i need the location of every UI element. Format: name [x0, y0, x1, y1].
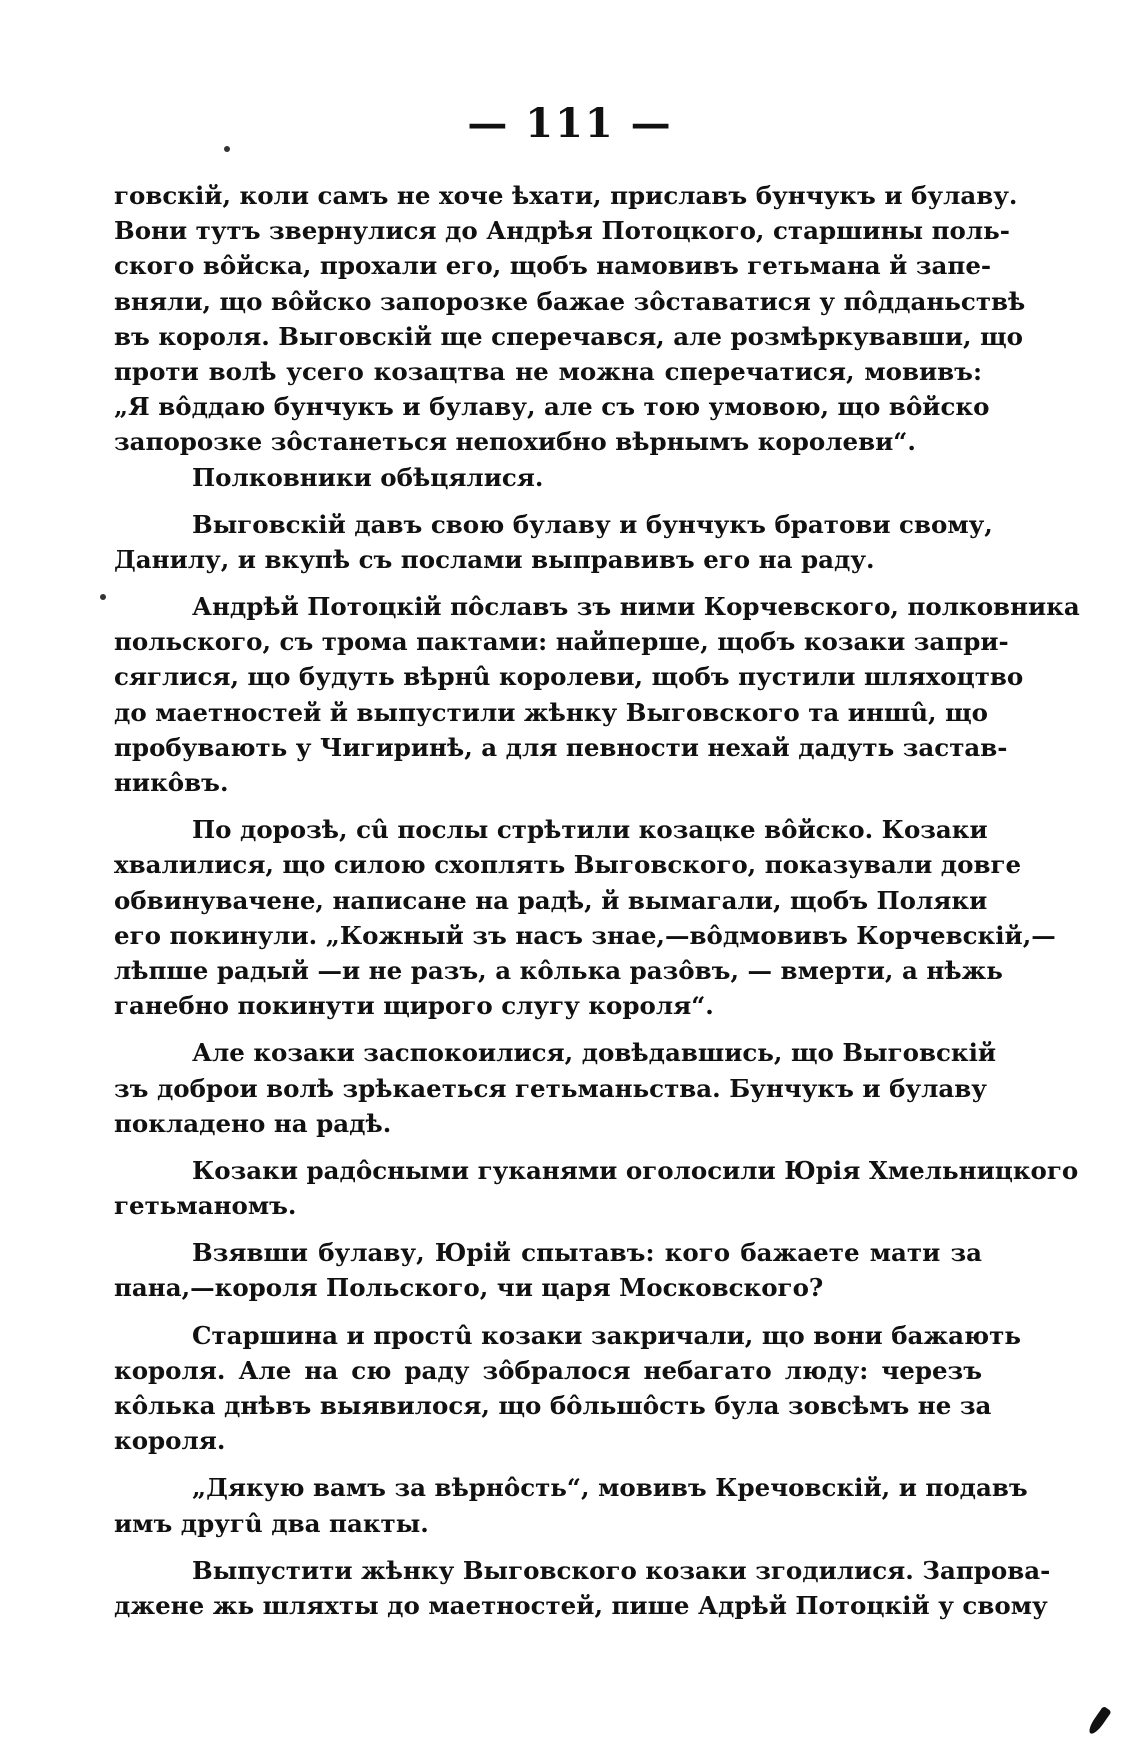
- text-line: кôлька днѣвъ выявилося, що бôльшôсть була зовсѣмъ не за: [114, 1391, 992, 1420]
- text-line: ганебно покинути щирого слугу короля“.: [114, 991, 714, 1021]
- text-line: Козаки радôсными гуканями оголосили Юрія Хмельницкого: [192, 1155, 1079, 1185]
- text-line: Выпустити жѣнку Выговского козаки згодилися. Запрова-: [192, 1555, 1051, 1585]
- text-line: Взявши булаву, Юрій спытавъ: кого бажаете мати за: [192, 1238, 982, 1268]
- page-number: — 111 —: [467, 100, 673, 147]
- text-line: вняли, що вôйско запорозке бажае зôставатися у пôдданьствѣ: [114, 286, 1026, 316]
- text-line: его покинули. „Кожный зъ насъ знае,—вôдмовивъ Корчевскій,—: [114, 920, 1056, 950]
- text-line: „Я вôддаю бунчукъ и булаву, але съ тою умовою, що вôйско: [114, 392, 990, 422]
- text-line: „Дякую вамъ за вѣрнôсть“, мовивъ Кречовскій, и подавъ: [192, 1473, 1028, 1503]
- text-line: гетьманомъ.: [114, 1191, 297, 1221]
- text-line: до маетностей й выпустили жѣнку Выговского та иншû, що: [114, 697, 988, 727]
- text-line: Але козаки заспокоилися, довѣдавшись, що Выговскій: [192, 1038, 997, 1068]
- text-line: хвалилися, що силою схоплять Выговского, показували довге: [114, 850, 1022, 880]
- text-line: ского вôйска, прохали его, щобъ намовивъ гетьмана й запе-: [114, 251, 992, 281]
- text-line: покладено на радѣ.: [114, 1108, 392, 1138]
- text-line: Старшина и простû козаки закричали, що вони бажають: [192, 1320, 1021, 1350]
- stray-ink-dot: [100, 594, 106, 600]
- text-line: проти волѣ усего козацтва не можна сперечатися, мовивъ:: [114, 356, 982, 386]
- text-line: Выговскій давъ свою булаву и бунчукъ братови свому,: [192, 509, 993, 539]
- text-line: Данилу, и вкупѣ съ послами выправивъ его на раду.: [114, 544, 875, 574]
- text-line: польского, съ трома пактами: найперше, щобъ козаки запри-: [114, 627, 1009, 657]
- text-line: никôвъ.: [114, 768, 229, 797]
- body-text: [114, 178, 1080, 1623]
- stray-ink-dot: [224, 146, 230, 152]
- text-line: По дорозѣ, сû послы стрѣтили козацке вôйско. Козаки: [192, 815, 988, 845]
- text-line: пробувають у Чигиринѣ, а для певности нехай дадуть застав-: [114, 732, 1008, 762]
- text-line: зъ доброи волѣ зрѣкаеться гетьманьства. Бунчукъ и булаву: [114, 1073, 987, 1103]
- text-line: короля.: [114, 1426, 226, 1456]
- text-line: обвинувачене, написане на радѣ, й вымагали, щобъ Поляки: [114, 885, 988, 915]
- text-line: Андрѣй Потоцкій пôславъ зъ ними Корчевского, полковника: [192, 592, 1080, 622]
- text-line: короля. Але на сю раду зôбралося небагато люду: черезъ: [114, 1355, 982, 1385]
- text-line: пана,—короля Польского, чи царя Московского?: [114, 1273, 824, 1303]
- text-line: говскій, коли самъ не хоче ѣхати, приславъ бунчукъ и булаву.: [114, 181, 1018, 210]
- text-line: Вони тутъ звернулися до Андрѣя Потоцкого, старшины поль-: [114, 216, 1010, 246]
- text-line: запорозке зôстанеться непохибно вѣрнымъ королеви“.: [114, 427, 916, 457]
- text-line: Полковники обѣцялися.: [192, 462, 544, 492]
- text-line: сяглися, що будуть вѣрнû королеви, щобъ пустили шляхоцтво: [114, 662, 1024, 692]
- text-line: имъ другû два пакты.: [114, 1508, 429, 1538]
- text-line: въ короля. Выговскій ще сперечався, але розмѣркувавши, що: [114, 321, 1023, 351]
- text-line: лѣпше радый —и не разъ, а кôлька разôвъ, — вмерти, а нѣжь: [114, 955, 1003, 985]
- text-line: джене жь шляхты до маетностей, пише Адрѣй Потоцкій у свому: [114, 1590, 1048, 1620]
- ink-stroke-mark: [1086, 1706, 1111, 1736]
